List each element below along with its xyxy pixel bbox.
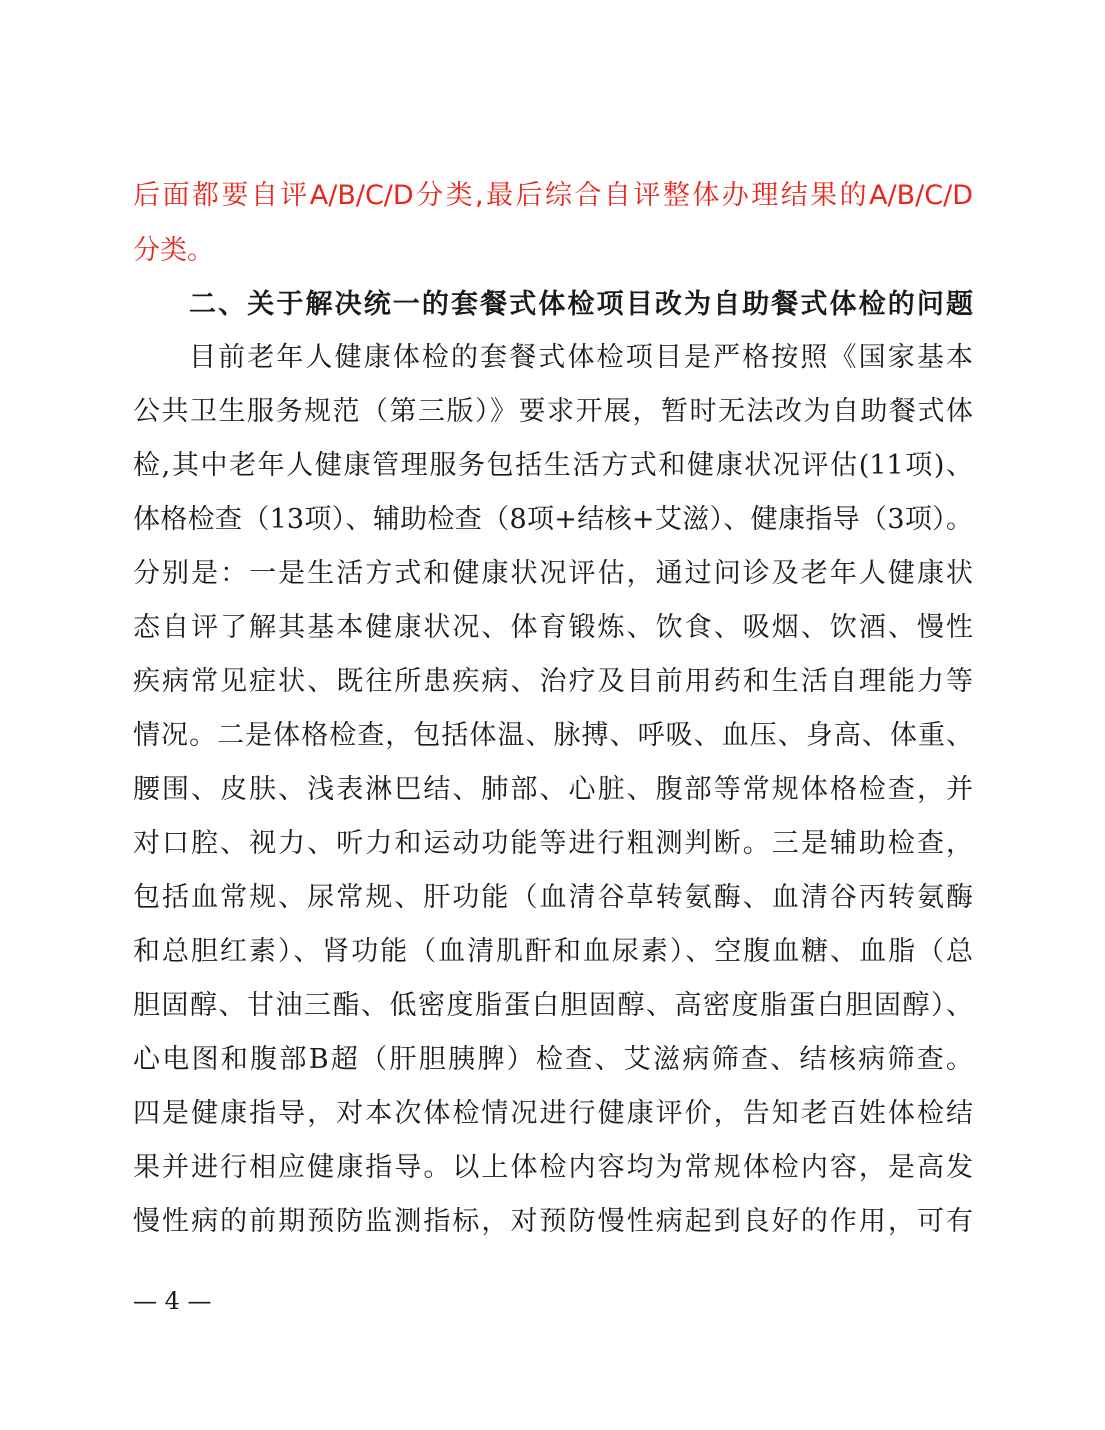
page-number: — 4 —	[133, 1287, 212, 1315]
body-line-15: 四是健康指导，对本次体检情况进行健康评价，告知老百姓体检结	[133, 1098, 973, 1129]
body-line-11: 包括血常规、尿常规、肝功能（血清谷草转氨酶、血清谷丙转氨酶	[133, 882, 973, 913]
body-line-13: 胆固醇、甘油三酯、低密度脂蛋白胆固醇、高密度脂蛋白胆固醇）、	[133, 990, 973, 1021]
body-line-3: 检,其中老年人健康管理服务包括生活方式和健康状况评估(11项)、	[133, 450, 973, 481]
body-line-5: 分别是：一是生活方式和健康状况评估，通过问诊及老年人健康状	[133, 558, 973, 589]
body-line-1: 目前老年人健康体检的套餐式体检项目是严格按照《国家基本	[189, 342, 973, 373]
body-line-14: 心电图和腹部B超（肝胆胰脾）检查、艾滋病筛查、结核病筛查。	[133, 1044, 973, 1075]
body-line-17: 慢性病的前期预防监测指标，对预防慢性病起到良好的作用，可有	[133, 1206, 973, 1237]
section-heading: 二、关于解决统一的套餐式体检项目改为自助餐式体检的问题	[189, 289, 973, 320]
body-line-6: 态自评了解其基本健康状况、体育锻炼、饮食、吸烟、饮酒、慢性	[133, 612, 973, 643]
body-line-2: 公共卫生服务规范（第三版）》要求开展，暂时无法改为自助餐式体	[133, 396, 973, 427]
red-text-line-1: 后面都要自评A/B/C/D分类,最后综合自评整体办理结果的A/B/C/D	[133, 180, 973, 211]
body-line-7: 疾病常见症状、既往所患疾病、治疗及目前用药和生活自理能力等	[133, 666, 973, 697]
body-line-10: 对口腔、视力、听力和运动功能等进行粗测判断。三是辅助检查，	[133, 828, 973, 859]
red-text-line-2: 分类。	[133, 235, 214, 266]
body-line-8: 情况。二是体格检查，包括体温、脉搏、呼吸、血压、身高、体重、	[133, 720, 973, 751]
body-line-12: 和总胆红素）、肾功能（血清肌酐和血尿素）、空腹血糖、血脂（总	[133, 936, 973, 967]
body-line-16: 果并进行相应健康指导。以上体检内容均为常规体检内容，是高发	[133, 1152, 973, 1183]
body-line-4: 体格检查（13项）、辅助检查（8项+结核+艾滋）、健康指导（3项）。	[133, 504, 973, 535]
body-line-9: 腰围、皮肤、浅表淋巴结、肺部、心脏、腹部等常规体格检查，并	[133, 774, 973, 805]
